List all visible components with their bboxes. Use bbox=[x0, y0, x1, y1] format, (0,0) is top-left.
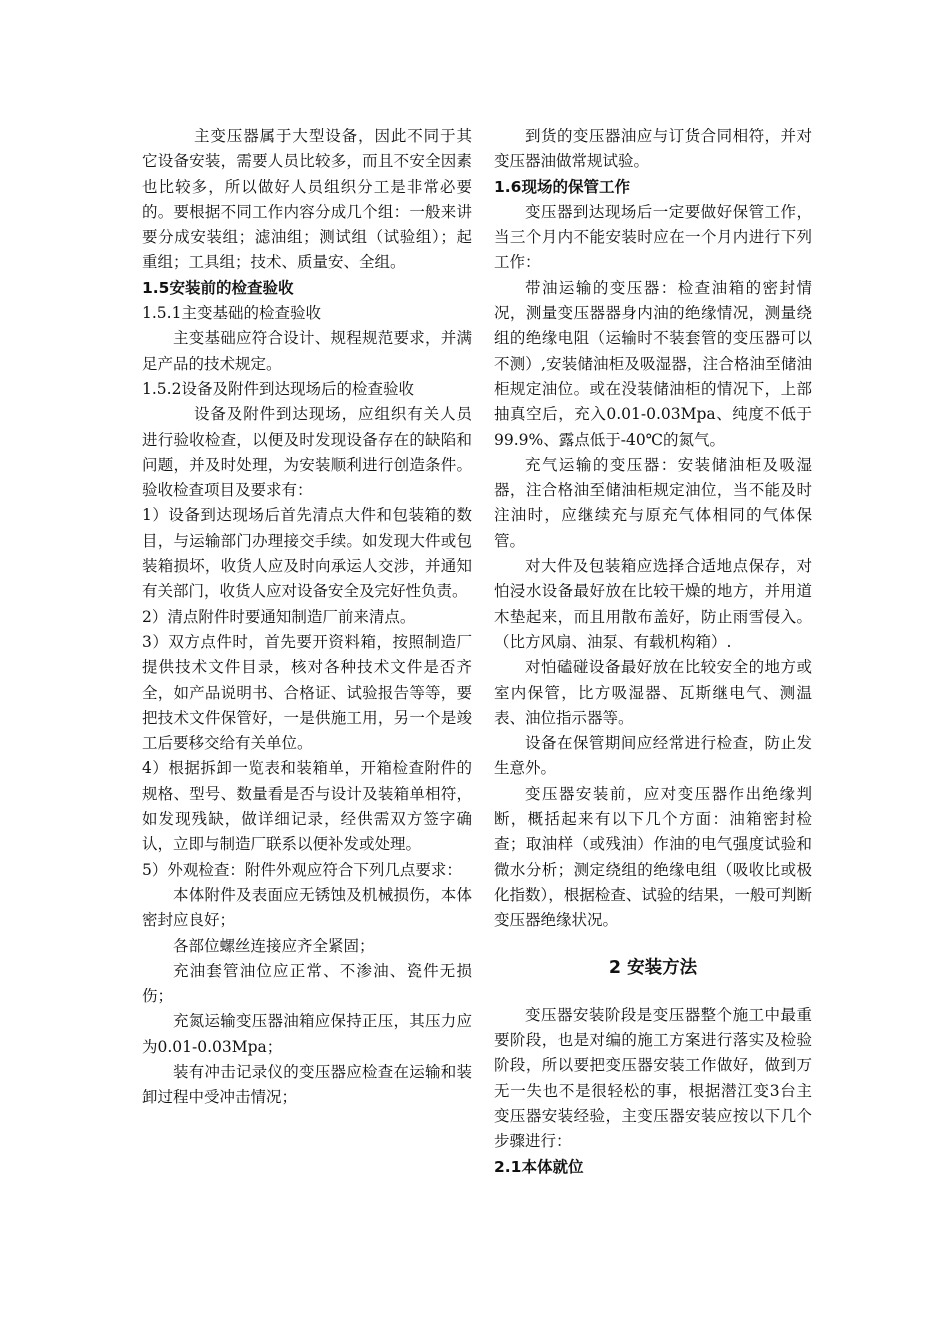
spacer bbox=[494, 981, 812, 1003]
right-column bbox=[494, 124, 812, 1180]
paragraph-gas-transport: 充气运输的变压器：安装储油柜及吸湿器，注合格油至储油柜规定油位，当不能及时注油时，应继续充与原充气体相同的气体保管。 bbox=[494, 455, 812, 550]
list-item-4: 4）根据拆卸一览表和装箱单，开箱检查附件的规格、型号、数量看是否与设计及装箱单相符，如发现残缺，做详细记录，经供需双方签字确认，立即与制造厂联系以便补发或处理。 bbox=[142, 759, 472, 854]
paragraph-fragile-parts: 对怕磕碰设备最好放在比较安全的地方或室内保管，比方吸湿器、瓦斯继电气、测温表、油位指示器等。 bbox=[494, 658, 812, 727]
heading-2-1: 2.1本体就位 bbox=[494, 1157, 584, 1176]
paragraph-periodic-check: 设备在保管期间应经常进行检查，防止发生意外。 bbox=[494, 734, 812, 778]
left-column bbox=[142, 124, 472, 1111]
heading-1-6: 1.6现场的保管工作 bbox=[494, 177, 630, 196]
list-item-1: 1）设备到达现场后首先清点大件和包装箱的数目，与运输部门办理接交手续。如发现大件或包装箱损坏，收货人应及时向承运人交涉，并通知有关部门，收货人应对设备安全及完好性负责。 bbox=[142, 506, 472, 601]
paragraph-staffing: 主变压器属于大型设备，因此不同于其它设备安装，需要人员比较多，而且不安全因素也比较多，所以做好人员组织分工是非常必要的。要根据不同工作内容分成几个组：一般来讲要分成安装组；滤油组；测试组（试验组）；起重组；工具组；技术、质量安、全组。 bbox=[142, 127, 472, 272]
paragraph-oil-contract: 到货的变压器油应与订货合同相符，并对变压器油做常规试验。 bbox=[494, 127, 812, 171]
heading-1-5-1: 1.5.1主变基础的检查验收 bbox=[142, 304, 321, 323]
list-item-5: 5）外观检查：附件外观应符合下列几点要求： bbox=[142, 860, 462, 879]
paragraph-large-parts: 对大件及包装箱应选择合适地点保存，对怕浸水设备最好放在比较干燥的地方，并用道木垫起来，而且用散布盖好，防止雨雪侵入。（比方风扇、油泵、有载机构箱）. bbox=[494, 557, 812, 651]
paragraph-oil-transport: 带油运输的变压器：检查油箱的密封情况，测量变压器器身内油的绝缘情况，测量绕组的绝缘电阻（运输时不装套管的变压器可以不测）,安装储油柜及吸湿器，注合格油至储油柜规定油位。或在没装储油柜的情况下，上部抽真空后，充入0.01-0.03Mpa、纯度不低于99.9%、露点低于-40℃的氮气。 bbox=[494, 278, 812, 449]
sub-item-5: 装有冲击记录仪的变压器应检查在运输和装卸过程中受冲击情况； bbox=[142, 1062, 472, 1107]
sub-item-1: 本体附件及表面应无锈蚀及机械损伤，本体密封应良好； bbox=[142, 885, 472, 930]
sub-item-4: 充氮运输变压器油箱应保持正压，其压力应为0.01-0.03Mpa； bbox=[142, 1012, 472, 1056]
paragraph-insulation: 变压器安装前，应对变压器作出绝缘判断，概括起来有以下几个方面：油箱密封检查；取油样（或残油）作油的电气强度试验和微水分析；测定绕组的绝缘电组（吸收比或极化指数），根据检查、试验的结果，一般可判断变压器绝缘状况。 bbox=[494, 784, 812, 930]
paragraph-storage-intro: 变压器到达现场后一定要做好保管工作，当三个月内不能安装时应在一个月内进行下列工作： bbox=[494, 202, 812, 272]
sub-item-2: 各部位螺丝连接应齐全紧固； bbox=[173, 936, 375, 955]
paragraph-foundation: 主变基础应符合设计、规程规范要求，并满足产品的技术规定。 bbox=[142, 329, 472, 373]
heading-1-5-2: 1.5.2设备及附件到达现场后的检查验收 bbox=[142, 379, 414, 398]
spacer bbox=[494, 934, 812, 956]
list-item-3: 3）双方点件时，首先要开资料箱，按照制造厂提供技术文件目录，核对各种技术文件是否齐全，如产品说明书、合格证、试验报告等等，要把技术文件保管好，一是供施工用，另一个是竣工后要移交给有关单位。 bbox=[142, 632, 472, 753]
heading-1-5: 1.5安装前的检查验收 bbox=[142, 278, 294, 297]
paragraph-arrival-check: 设备及附件到达现场，应组织有关人员进行验收检查，以便及时发现设备存在的缺陷和问题，并及时处理，为安装顺利进行创造条件。验收检查项目及要求有： bbox=[142, 405, 472, 500]
heading-2: 2 安装方法 bbox=[608, 957, 698, 978]
sub-item-3: 充油套管油位应正常、不渗油、瓷件无损伤； bbox=[142, 961, 472, 1006]
list-item-2: 2）清点附件时要通知制造厂前来清点。 bbox=[142, 607, 416, 626]
paragraph-install-stage: 变压器安装阶段是变压器整个施工中最重要阶段，也是对编的施工方案进行落实及检验阶段，所以要把变压器安装工作做好，做到万无一失也不是很轻松的事，根据潜江变3台主变压器安装经验，主变压器安装应按以下几个步骤进行： bbox=[494, 1005, 812, 1151]
